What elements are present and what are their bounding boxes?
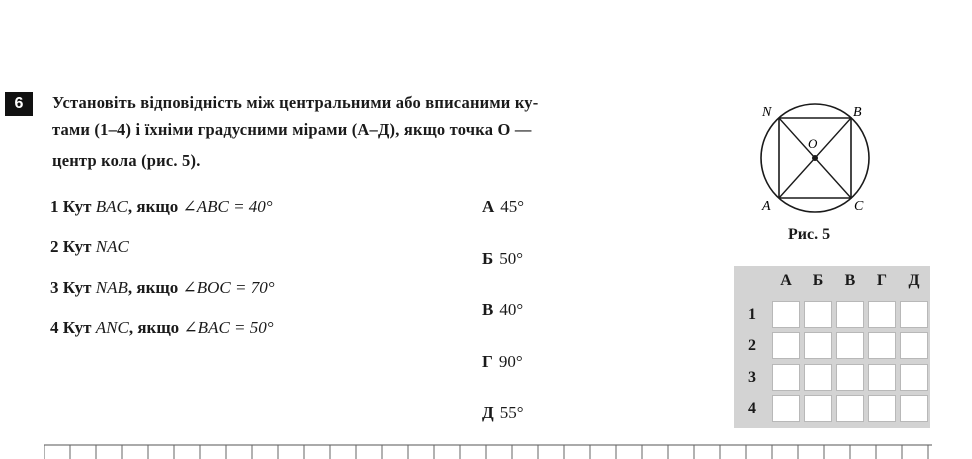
answer-cell-r2-c5[interactable]	[900, 332, 928, 359]
grid-col-d: Д	[908, 272, 920, 289]
grid-row-3: 3	[748, 369, 756, 386]
item-3	[50, 278, 275, 298]
answer-cell-r4-c2[interactable]	[804, 395, 832, 422]
option-b	[482, 249, 523, 269]
figure-caption: Рис. 5	[788, 226, 831, 243]
label-o: O	[808, 136, 818, 151]
option-value: 90°	[498, 352, 523, 371]
option-letter: А	[482, 197, 495, 216]
option-letter: Д	[482, 403, 494, 422]
grid-col-g: Г	[876, 272, 888, 289]
grid-col-b: Б	[812, 272, 824, 289]
item-cond-prefix: , якщо	[127, 278, 179, 297]
item-1	[50, 197, 273, 217]
item-4	[50, 318, 274, 338]
grid-col-v: В	[844, 272, 856, 289]
answer-grid	[734, 266, 930, 428]
item-condition: ∠BAC = 50°	[183, 318, 274, 337]
item-number: 3	[50, 278, 59, 297]
item-cond-prefix: , якщо	[128, 318, 180, 337]
item-angle: NAC	[95, 237, 129, 256]
answer-cell-r1-c1[interactable]	[772, 301, 800, 328]
answer-cell-r2-c1[interactable]	[772, 332, 800, 359]
question-line-3: центр кола (рис. 5).	[52, 151, 201, 170]
answer-cell-r4-c3[interactable]	[836, 395, 864, 422]
answer-cell-r3-c4[interactable]	[868, 364, 896, 391]
option-value: 55°	[499, 403, 524, 422]
label-n: N	[762, 105, 772, 120]
answer-cell-r4-c1[interactable]	[772, 395, 800, 422]
option-a	[482, 197, 524, 217]
option-value: 40°	[499, 300, 524, 319]
answer-cell-r2-c2[interactable]	[804, 332, 832, 359]
answer-cell-r1-c4[interactable]	[868, 301, 896, 328]
option-letter: Б	[482, 249, 494, 268]
item-angle: NAB	[95, 278, 128, 297]
grid-row-1: 1	[748, 306, 756, 323]
task-number-badge: 6	[5, 92, 33, 116]
item-condition: ∠ABC = 40°	[182, 197, 273, 216]
circle-figure	[752, 100, 882, 218]
grid-row-2: 2	[748, 337, 756, 354]
label-c: C	[854, 199, 864, 214]
question-line-1: Установіть відповідність між центральними або вписаними ку-	[52, 93, 539, 112]
item-angle: BAC	[95, 197, 128, 216]
option-letter: В	[482, 300, 494, 319]
option-value: 50°	[499, 249, 524, 268]
item-kut: Кут	[62, 237, 92, 256]
item-angle: ANC	[95, 318, 129, 337]
item-number: 2	[50, 237, 59, 256]
answer-cell-r4-c4[interactable]	[868, 395, 896, 422]
grid-col-a: А	[780, 272, 792, 289]
answer-cell-r1-c5[interactable]	[900, 301, 928, 328]
item-kut: Кут	[62, 197, 92, 216]
item-kut: Кут	[62, 278, 92, 297]
answer-cell-r4-c5[interactable]	[900, 395, 928, 422]
item-number: 1	[50, 197, 59, 216]
answer-cell-r3-c1[interactable]	[772, 364, 800, 391]
bottom-tick-strip	[44, 444, 932, 459]
answer-cell-r3-c5[interactable]	[900, 364, 928, 391]
question-line-2: тами (1–4) і їхніми градусними мірами (А–Д), якщо точка O —	[52, 120, 532, 139]
item-2	[50, 237, 129, 257]
grid-row-4: 4	[748, 400, 756, 417]
option-letter: Г	[482, 352, 493, 371]
item-condition: ∠BOC = 70°	[182, 278, 275, 297]
option-d	[482, 403, 524, 423]
label-b: B	[853, 105, 862, 120]
option-value: 45°	[500, 197, 525, 216]
option-v	[482, 300, 523, 320]
answer-cell-r2-c3[interactable]	[836, 332, 864, 359]
option-g	[482, 352, 523, 372]
center-point	[812, 155, 818, 161]
answer-cell-r1-c3[interactable]	[836, 301, 864, 328]
answer-cell-r1-c2[interactable]	[804, 301, 832, 328]
answer-cell-r2-c4[interactable]	[868, 332, 896, 359]
label-a: A	[762, 199, 771, 214]
item-cond-prefix: , якщо	[127, 197, 179, 216]
answer-cell-r3-c3[interactable]	[836, 364, 864, 391]
item-kut: Кут	[62, 318, 92, 337]
answer-cell-r3-c2[interactable]	[804, 364, 832, 391]
item-number: 4	[50, 318, 59, 337]
